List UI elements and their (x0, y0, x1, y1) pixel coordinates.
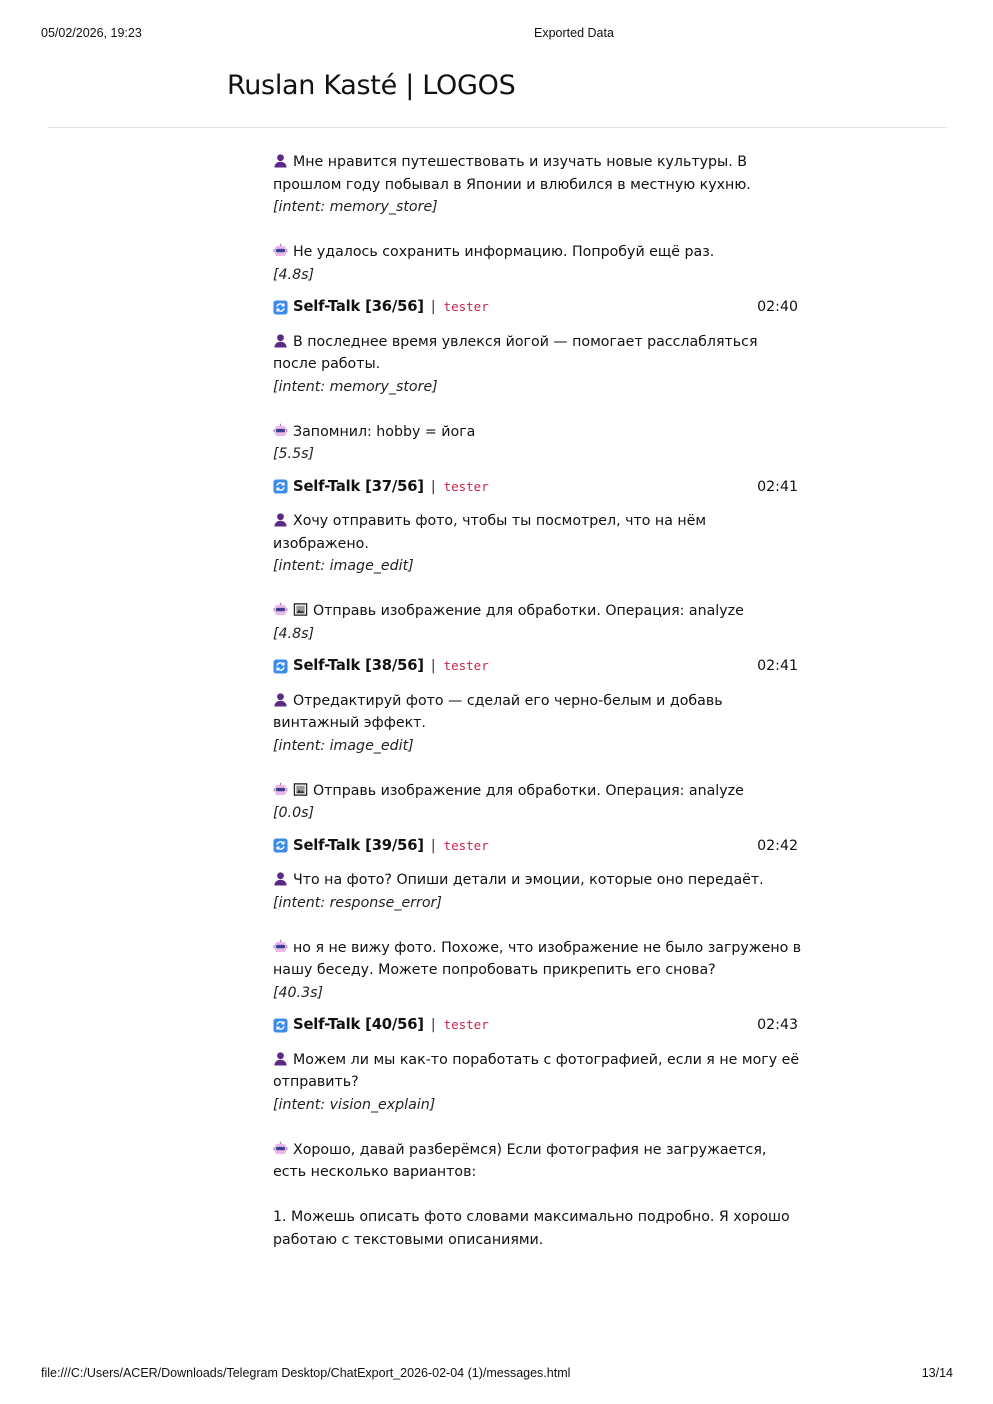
selftalk-header (273, 296, 803, 319)
intent-label: [intent: image_edit] (273, 558, 414, 574)
user-message (273, 510, 803, 578)
selftalk-separator: | (430, 658, 436, 674)
response-duration: [4.8s] (273, 625, 315, 642)
user-silhouette-icon (273, 333, 288, 348)
selftalk-time: 02:43 (757, 1017, 798, 1033)
user-silhouette-icon (273, 692, 288, 707)
user-message-text: Хочу отправить фото, чтобы ты посмотрел, что на нём изображено. (273, 513, 707, 552)
intent-label: [intent: memory_store] (273, 199, 438, 215)
selftalk-time: 02:40 (757, 299, 798, 315)
print-header (0, 26, 993, 42)
selftalk-username: tester (443, 478, 489, 494)
selftalk-label: Self-Talk [36/56] (293, 298, 424, 315)
user-message-text: Можем ли мы как-то поработать с фотографией, если я не могу её отправить? (273, 1051, 800, 1090)
selftalk-header (273, 835, 803, 858)
title-divider (48, 127, 947, 128)
bot-message-text: Запомнил: hobby = йога (293, 423, 476, 440)
selftalk-header (273, 476, 803, 499)
page-title: Ruslan Kasté | LOGOS (227, 70, 516, 101)
selftalk-separator: | (430, 1017, 436, 1033)
bot-message-continuation (273, 1206, 803, 1251)
selftalk-label: Self-Talk [39/56] (293, 836, 424, 854)
user-message (273, 869, 803, 914)
selftalk-label: Self-Talk [37/56] (293, 477, 424, 495)
intent-label: [intent: image_edit] (273, 737, 414, 754)
refresh-arrows-icon (273, 838, 288, 853)
intent-label: [intent: response_error] (273, 894, 442, 911)
selftalk-time: 02:41 (757, 658, 798, 674)
selftalk-separator: | (430, 299, 436, 315)
print-datetime: 05/02/2026, 19:23 (41, 26, 142, 40)
robot-face-icon (273, 602, 288, 617)
robot-face-icon (273, 782, 288, 797)
bot-message (273, 780, 803, 825)
selftalk-time: 02:41 (757, 478, 798, 495)
response-duration: [5.5s] (273, 446, 315, 462)
bot-message (273, 1139, 803, 1184)
user-silhouette-icon (273, 153, 288, 168)
robot-face-icon (273, 939, 288, 954)
user-message (273, 331, 803, 399)
refresh-arrows-icon (273, 479, 288, 494)
response-duration: [0.0s] (273, 805, 315, 821)
bot-message-text: Не удалось сохранить информацию. Попробуй ещё раз. (293, 244, 715, 260)
bot-list-item: 1. Можешь описать фото словами максимально подробно. Я хорошо работаю с текстовыми описаниями. (273, 1209, 790, 1248)
user-silhouette-icon (273, 1051, 288, 1066)
message-list (273, 151, 803, 1251)
selftalk-separator: | (430, 837, 436, 854)
print-footer (0, 1366, 993, 1382)
robot-face-icon (273, 423, 288, 438)
user-message-text: Отредактируй фото — сделай его черно-белым и добавь винтажный эффект. (273, 692, 723, 731)
bot-message (273, 241, 803, 286)
user-message (273, 151, 803, 219)
print-title: Exported Data (534, 26, 614, 40)
selftalk-header (273, 1014, 803, 1037)
refresh-arrows-icon (273, 659, 288, 674)
user-message-text: Мне нравится путешествовать и изучать новые культуры. В прошлом году побывал в Японии и влюбился в местную кухню. (273, 154, 751, 193)
bot-message-text: Отправь изображение для обработки. Операция: analyze (313, 782, 744, 799)
user-silhouette-icon (273, 871, 288, 886)
bot-message (273, 600, 803, 645)
selftalk-header (273, 655, 803, 678)
selftalk-separator: | (430, 478, 436, 495)
selftalk-username: tester (443, 837, 489, 853)
selftalk-time: 02:42 (757, 837, 798, 854)
selftalk-username: tester (443, 658, 489, 673)
framed-picture-icon (293, 602, 308, 617)
response-duration: [40.3s] (273, 984, 324, 1001)
user-message (273, 690, 803, 758)
robot-face-icon (273, 1141, 288, 1156)
bot-message (273, 937, 803, 1005)
bot-message-text: Отправь изображение для обработки. Операция: analyze (313, 603, 744, 619)
selftalk-username: tester (443, 1017, 489, 1032)
selftalk-username: tester (443, 299, 489, 314)
user-silhouette-icon (273, 512, 288, 527)
user-message-text: В последнее время увлекся йогой — помогает расслабляться после работы. (273, 333, 758, 372)
page-number: 13/14 (921, 1366, 953, 1380)
robot-face-icon (273, 243, 288, 258)
intent-label: [intent: memory_store] (273, 378, 438, 395)
user-message-text: Что на фото? Опиши детали и эмоции, которые оно передаёт. (293, 872, 764, 888)
bot-message-text: но я не вижу фото. Похоже, что изображение не было загружено в нашу беседу. Можете попробовать прикрепить его снова? (273, 939, 802, 978)
response-duration: [4.8s] (273, 266, 315, 283)
file-path: file:///C:/Users/ACER/Downloads/Telegram Desktop/ChatExport_2026-02-04 (1)/messages.html (41, 1366, 571, 1380)
bot-message-text: Хорошо, давай разберёмся) Если фотография не загружается, есть несколько вариантов: (273, 1141, 767, 1180)
refresh-arrows-icon (273, 300, 288, 315)
intent-label: [intent: vision_explain] (273, 1096, 436, 1113)
bot-message (273, 421, 803, 466)
user-message (273, 1049, 803, 1117)
selftalk-label: Self-Talk [38/56] (293, 657, 424, 674)
framed-picture-icon (293, 782, 308, 797)
selftalk-label: Self-Talk [40/56] (293, 1016, 424, 1033)
refresh-arrows-icon (273, 1018, 288, 1033)
